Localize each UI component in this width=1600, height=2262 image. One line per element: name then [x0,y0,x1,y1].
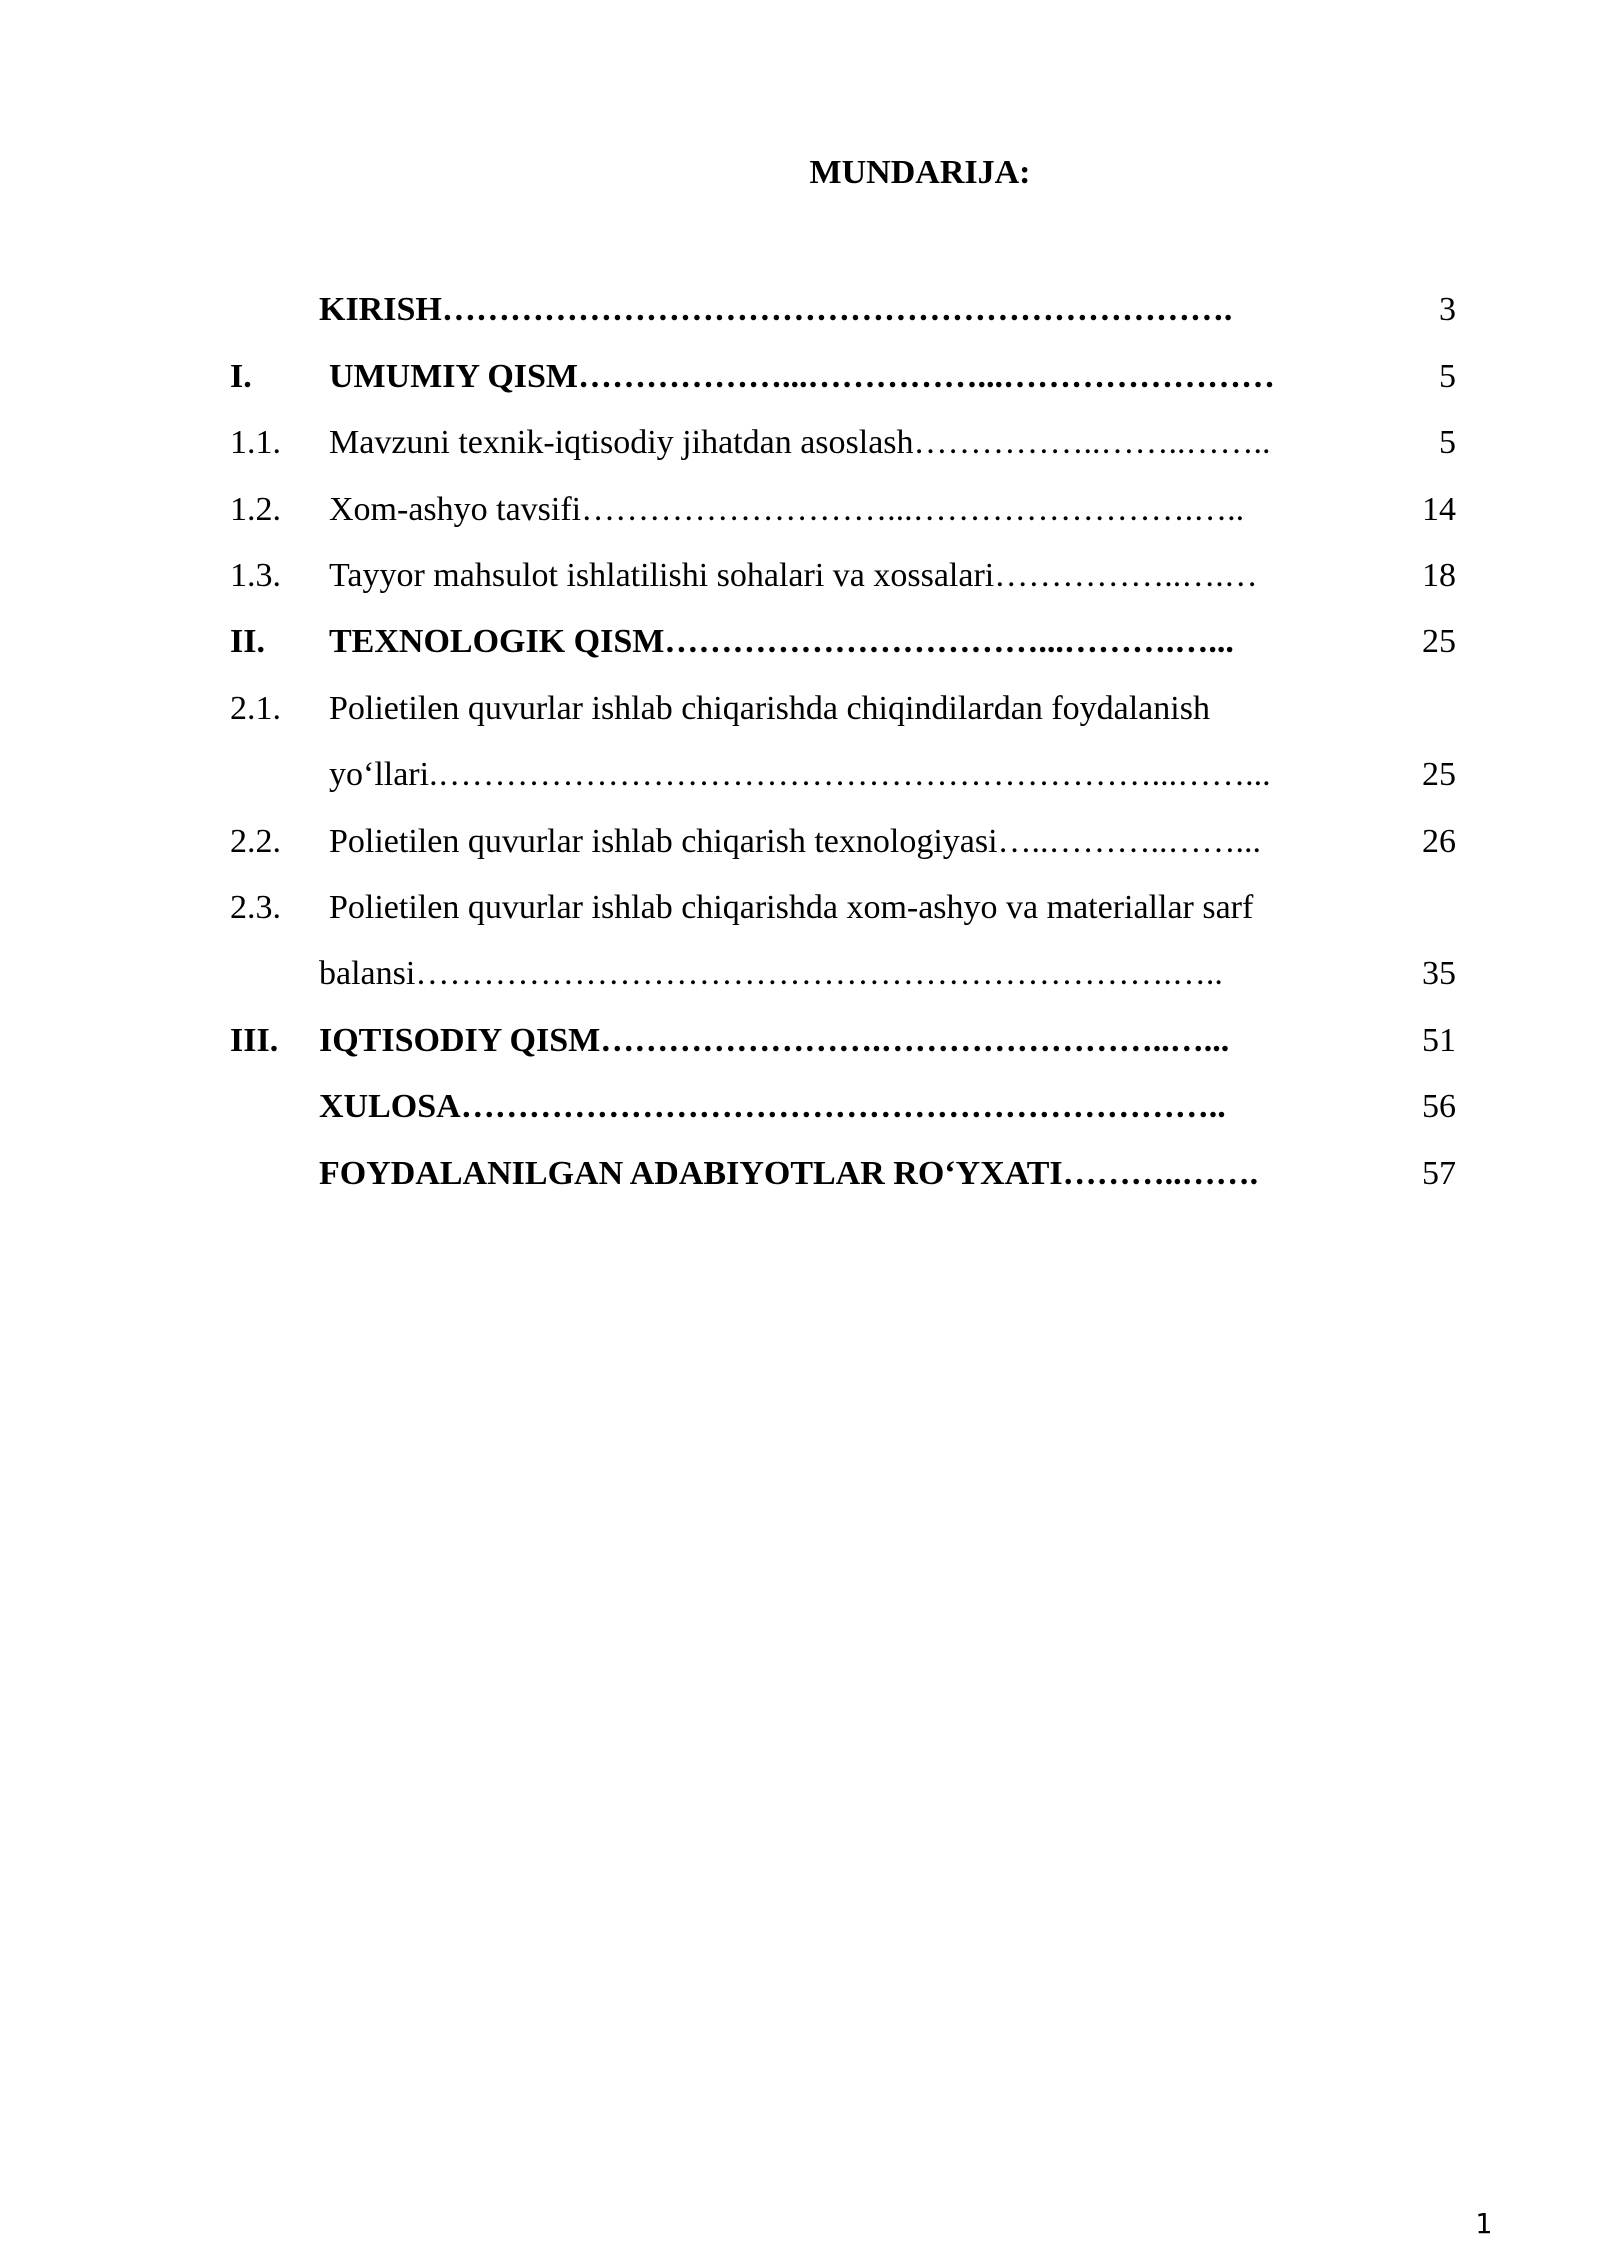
toc-entry-label [319,1154,1258,1194]
toc-entry-leader: ……………..….… [994,557,1258,594]
toc-entry-number: 1.1. [230,424,281,461]
toc-page-number: 5 [1439,358,1456,395]
toc-entry-number: 2.2. [230,823,281,860]
toc-entry-label [329,689,1210,729]
toc-entry-label [329,423,1271,463]
toc-entry-label [329,822,1261,862]
toc-page-number: 14 [1422,491,1456,528]
toc-row-2-1 [0,689,1600,729]
toc-entry-leader: ……………………………………………………………. [441,291,1233,328]
toc-entry-text: Polietilen quvurlar ishlab chiqarishda chiqindilardan foydalanish [329,690,1210,727]
toc-entry-label [329,755,1271,795]
toc-row-1-2 [0,490,1600,530]
toc-entry-label [319,954,1223,994]
toc-row-1-3 [0,556,1600,596]
toc-entry-text: XULOSA [319,1088,461,1125]
toc-entry-text: balansi [319,955,416,992]
toc-entry-leader: ………………………………………………………...……... [437,756,1271,793]
toc-entry-leader: ……………..……..…….. [913,424,1271,461]
toc-page-number: 35 [1422,955,1456,992]
toc-entry-text: TEXNOLOGIK QISM [329,623,665,660]
toc-entry-text: FOYDALANILGAN ADABIYOTLAR RO‘YXATI [319,1155,1063,1192]
toc-entry-number: 2.1. [230,690,281,727]
toc-entry-leader: ………………………………………………………….….. [415,955,1223,992]
toc-entry-text: Polietilen quvurlar ishlab chiqarishda xom-ashyo va materiallar sarf [329,889,1254,926]
toc-entry-leader: …………………….……………………..…... [600,1022,1230,1059]
toc-row-umumiy-qism [0,357,1600,397]
toc-entry-text: KIRISH [319,291,442,328]
toc-entry-text: UMUMIY QISM [329,358,578,395]
toc-entry-number: I. [230,358,252,395]
toc-entry-label [319,1021,1229,1061]
toc-entry-text: Xom-ashyo tavsifi [329,491,582,528]
toc-entry-text: Tayyor mahsulot ishlatilishi sohalari va xossalari [329,557,995,594]
toc-page-number: 26 [1422,823,1456,860]
toc-entry-text: yo‘llari. [329,756,438,793]
toc-page-number: 3 [1439,291,1456,328]
toc-page-number: 25 [1422,756,1456,793]
toc-entry-label [319,1087,1226,1127]
toc-entry-label [329,622,1234,662]
toc-entry-number: 1.3. [230,557,281,594]
toc-entry-leader: ………………………………………………………….. [460,1088,1226,1125]
toc-page-number: 56 [1422,1088,1456,1125]
toc-entry-leader: …..………..……... [997,823,1262,860]
toc-row-2-2 [0,822,1600,862]
toc-page-number: 18 [1422,557,1456,594]
toc-row-adabiyotlar [0,1154,1600,1194]
toc-entry-label [329,556,1258,596]
toc-entry-text: Polietilen quvurlar ishlab chiqarish texnologiyasi [329,823,998,860]
toc-page-number: 25 [1422,623,1456,660]
toc-entry-label [329,490,1244,530]
toc-entry-number: 1.2. [230,491,281,528]
toc-row-2-1-continued [0,755,1600,795]
toc-entry-label [329,888,1253,928]
toc-entry-leader: ………..……. [1062,1155,1259,1192]
toc-entry-text: Mavzuni texnik-iqtisodiy jihatdan asoslash [329,424,914,461]
toc-entry-number: 2.3. [230,889,281,926]
toc-row-xulosa [0,1087,1600,1127]
toc-row-kirish [0,290,1600,330]
toc-entry-text: IQTISODIY QISM [319,1022,601,1059]
toc-entry-label [319,290,1232,330]
toc-row-2-3 [0,888,1600,928]
toc-page-number: 51 [1422,1022,1456,1059]
toc-row-2-3-continued [0,954,1600,994]
page-number: 1 [1475,2207,1492,2240]
toc-entry-label [329,357,1275,397]
toc-title: MUNDARIJA: [809,154,1031,191]
toc-page-number: 5 [1439,424,1456,461]
toc-entry-leader: ………………...……………...…………………… [578,358,1275,395]
toc-page-number: 57 [1422,1155,1456,1192]
toc-entry-leader: ………………………...…………………….….. [581,491,1245,528]
toc-row-1-1 [0,423,1600,463]
toc-row-iqtisodiy-qism [0,1021,1600,1061]
toc-row-texnologik-qism [0,622,1600,662]
toc-entry-number: II. [230,623,265,660]
toc-entry-leader: ……………………………...……….…... [664,623,1234,660]
toc-entry-number: III. [230,1022,279,1059]
